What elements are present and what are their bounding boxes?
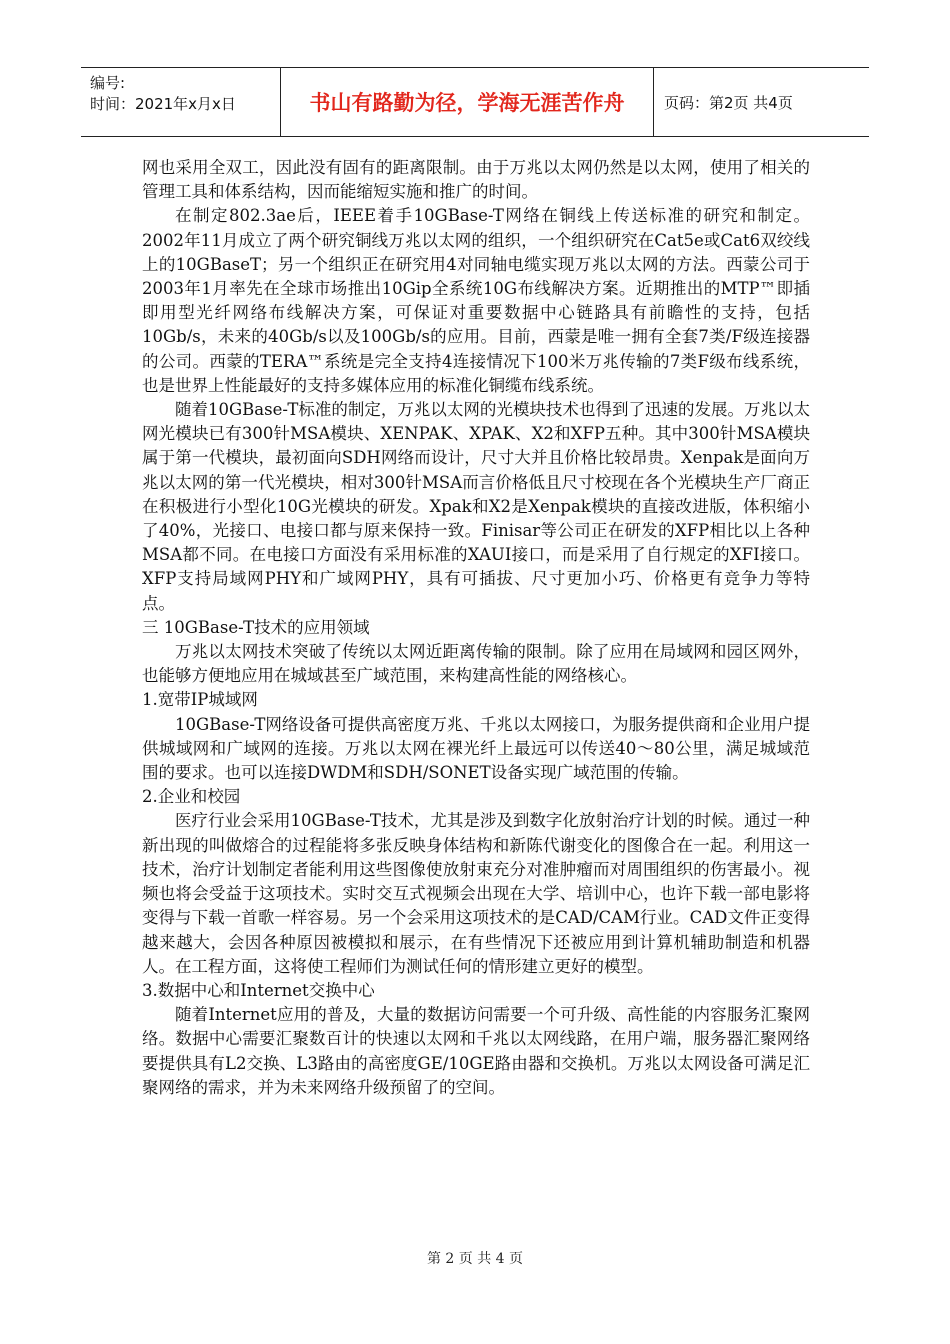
paragraph: 10GBase-T网络设备可提供高密度万兆、千兆以太网接口，为服务提供商和企业用户提供城域网和广域网的连接。万兆以太网在裸光纤上最远可以传送40～80公里，满足城域范围的要求。也可以连接DWDM和SDH/SONET设备实现广域范围的传输。 xyxy=(142,714,810,783)
header-page-info: 页码：第2页 共4页 xyxy=(664,93,793,112)
number-label: 编号: xyxy=(90,74,126,92)
paragraph: 医疗行业会采用10GBase-T技术，尤其是涉及到数字化放射治疗计划的时候。通过一种新出现的叫做熔合的过程能将多张反映身体结构和新陈代谢变化的图像合在一起。利用这一技术，治疗计划制定者能利用这些图像使放射束充分对准肿瘤而对周围组织的伤害最小。视频也将会受益于这项技术。实时交互式视频会出现在大学、培训中心，也许下载一部电影将变得与下载一首歌一样容易。另一个会采用这项技术的是CAD/CAM行业。CAD文件正变得越来越大，会因各种原因被模拟和展示，在有些情况下还被应用到计算机辅助制造和机器人。在工程方面，这将使工程师们为测试任何的情形建立更好的模型。 xyxy=(142,811,810,976)
header-motto: 书山有路勤为径，学海无涯苦作舟 xyxy=(281,68,654,136)
paragraph: 网也采用全双工，因此没有固有的距离限制。由于万兆以太网仍然是以太网，使用了相关的管理工具和体系结构，因而能缩短实施和推广的时间。 xyxy=(142,158,810,202)
page-header xyxy=(81,67,869,137)
header-meta xyxy=(81,68,281,136)
subsection-heading: 1.宽带IP城域网 xyxy=(142,690,258,710)
paragraph: 在制定802.3ae后，IEEE着手10GBase-T网络在铜线上传送标准的研究和制定。2002年11月成立了两个研究铜线万兆以太网的组织，一个组织研究在Cat5e或Cat6双绞线上的10GBaseT；另一个组织正在研究用4对同轴电缆实现万兆以太网的方法。西蒙公司于2003年1月率先在全球市场推出10Gip全系统10G布线解决方案。近期推出的MTP™即插即用型光纤网络布线解决方案，可保证对重要数据中心链路具有前瞻性的支持，包括10Gb/s，未来的40Gb/s以及100Gb/s的应用。目前，西蒙是唯一拥有全套7类/F级连接器的公司。西蒙的TERA™系统是完全支持4连接情况下100米万兆传输的7类F级布线系统，也是世界上性能最好的支持多媒体应用的标准化铜缆布线系统。 xyxy=(142,206,810,395)
subsection-heading: 3.数据中心和Internet交换中心 xyxy=(142,980,375,1000)
time-label: 时间：2021年x月x日 xyxy=(90,95,236,113)
document-body xyxy=(142,156,810,1100)
paragraph: 万兆以太网技术突破了传统以太网近距离传输的限制。除了应用在局域网和园区网外，也能够方便地应用在城域甚至广域范围，来构建高性能的网络核心。 xyxy=(142,642,810,686)
page-footer: 第 2 页 共 4 页 xyxy=(426,1251,524,1267)
section-heading: 三 10GBase-T技术的应用领域 xyxy=(142,617,370,637)
subsection-heading: 2.企业和校园 xyxy=(142,787,241,807)
paragraph: 随着Internet应用的普及，大量的数据访问需要一个可升级、高性能的内容服务汇聚网络。数据中心需要汇聚数百计的快速以太网和千兆以太网线路，在用户端，服务器汇聚网络要提供具有L2交换、L3路由的高密度GE/10GE路由器和交换机。万兆以太网设备可满足汇聚网络的需求，并为未来网络升级预留了的空间。 xyxy=(142,1005,810,1097)
paragraph: 随着10GBase-T标准的制定，万兆以太网的光模块技术也得到了迅速的发展。万兆以太网光模块已有300针MSA模块、XENPAK、XPAK、X2和XFP五种。其中300针MSA模块属于第一代模块，最初面向SDH网络而设计，尺寸大并且价格比较昂贵。Xenpak是面向万兆以太网的第一代光模块，相对300针MSA而言价格低且尺寸校现在各个光模块生产厂商正在积极进行小型化10G光模块的研发。Xpak和X2是Xenpak模块的直接改进版，体积缩小了40%，光接口、电接口都与原来保持一致。Finisar等公司正在研发的XFP相比以上各种MSA都不同。在电接口方面没有采用标准的XAUI接口，而是采用了自行规定的XFI接口。XFP支持局域网PHY和广域网PHY，具有可插拔、尺寸更加小巧、价格更有竞争力等特点。 xyxy=(142,400,810,613)
